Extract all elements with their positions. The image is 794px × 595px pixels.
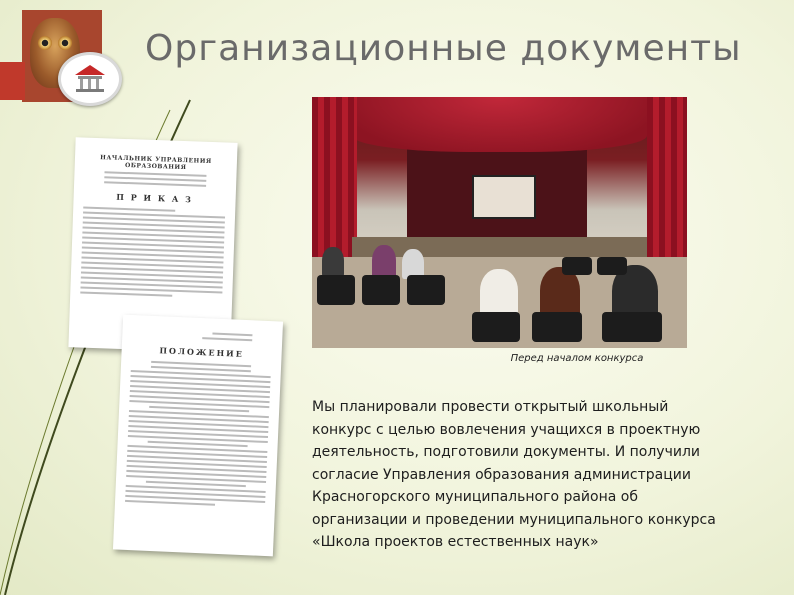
logo-red-stripe <box>0 62 25 100</box>
document-heading: П Р И К А З <box>116 191 194 205</box>
projector-screen <box>472 175 536 219</box>
body-paragraph: Мы планировали провести открытый школьный конкурс с целью вовлечения учащихся в проектную деятельность, подготовили документы. И получили согласие Управления образования администрации Красногорского муниципального района об организации и проведении муниципального конкурса «Школа проектов естественных наук» <box>312 399 716 550</box>
regulation-document-image <box>113 315 283 557</box>
photo-caption: Перед началом конкурса <box>510 353 644 364</box>
document-header: НАЧАЛЬНИК УПРАВЛЕНИЯ ОБРАЗОВАНИЯ <box>100 154 212 172</box>
page-title: Организационные документы <box>145 28 742 69</box>
document-heading-2: ПОЛОЖЕНИЕ <box>159 345 245 359</box>
school-emblem-icon <box>58 52 122 106</box>
auditorium-photo <box>312 97 687 348</box>
